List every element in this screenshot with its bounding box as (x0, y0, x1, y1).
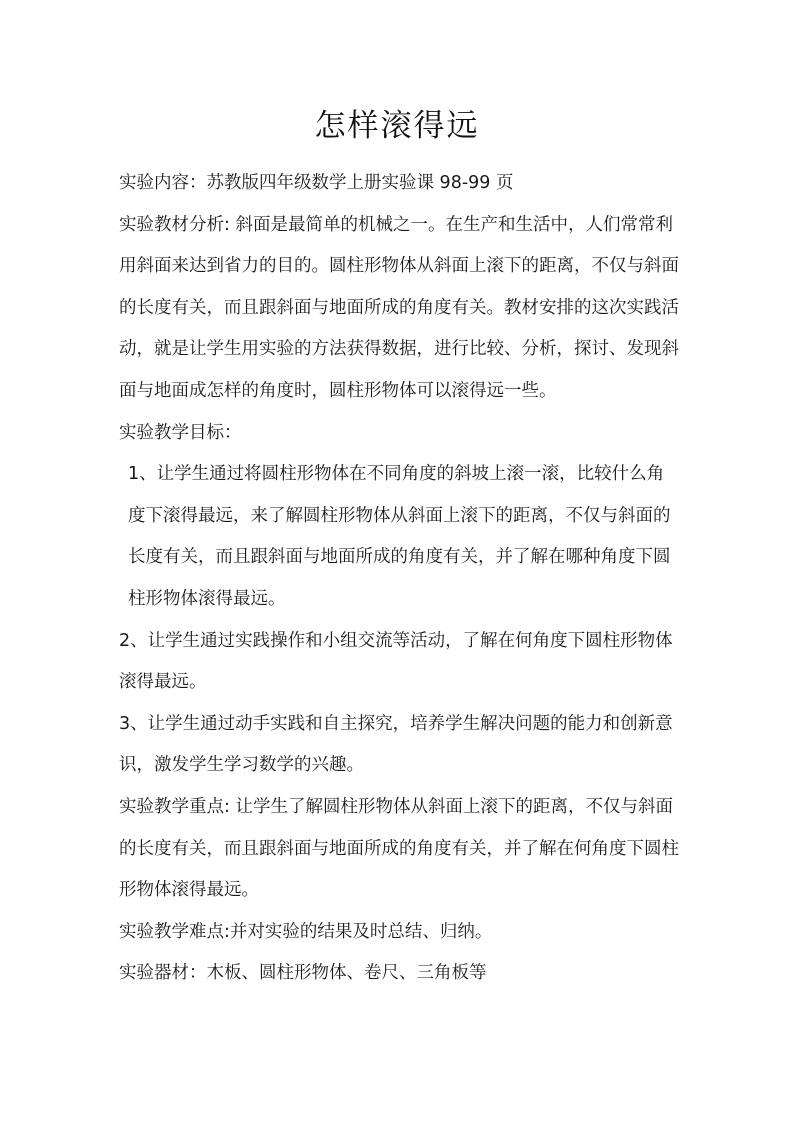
document-title: 怎样滚得远 (314, 108, 480, 144)
document-body (119, 163, 679, 995)
paragraph-goal-1: 1、让学生通过将圆柱形物体在不同角度的斜坡上滚一滚，比较什么角度下滚得最远，来了解圆柱形物体从斜面上滚下的距离，不仅与斜面的长度有关，而且跟斜面与地面所成的角度有关，并了解在哪种角度下圆柱形物体滚得最远。 (128, 464, 671, 609)
paragraph-goal-3: 3、让学生通过动手实践和自主探究，培养学生解决问题的能力和创新意识，激发学生学习数学的兴趣。 (119, 713, 673, 776)
paragraph-goal-2: 2、让学生通过实践操作和小组交流等活动，了解在何角度下圆柱形物体滚得最远。 (119, 630, 673, 693)
paragraph-material-analysis: 实验教材分析: 斜面是最简单的机械之一。在生产和生活中，人们常常利用斜面来达到省力的目的。圆柱形物体从斜面上滚下的距离，不仅与斜面的长度有关，而且跟斜面与地面所成的角度有关。教材安排的这次实践活动，就是让学生用实验的方法获得数据，进行比较、分析，探讨、发现斜面与地面成怎样的角度时，圆柱形物体可以滚得远一些。 (119, 214, 679, 401)
paragraph-experiment-content: 实验内容：苏教版四年级数学上册实验课 98-99 页 (119, 173, 514, 193)
paragraph-key-points: 实验教学重点: 让学生了解圆柱形物体从斜面上滚下的距离，不仅与斜面的长度有关，而且跟斜面与地面所成的角度有关，并了解在何角度下圆柱形物体滚得最远。 (119, 796, 679, 901)
paragraph-equipment: 实验器材：木板、圆柱形物体、卷尺、三角板等 (119, 963, 487, 984)
paragraph-difficulties: 实验教学难点:并对实验的结果及时总结、归纳。 (119, 921, 493, 942)
paragraph-teaching-goals-heading: 实验教学目标： (119, 422, 242, 443)
